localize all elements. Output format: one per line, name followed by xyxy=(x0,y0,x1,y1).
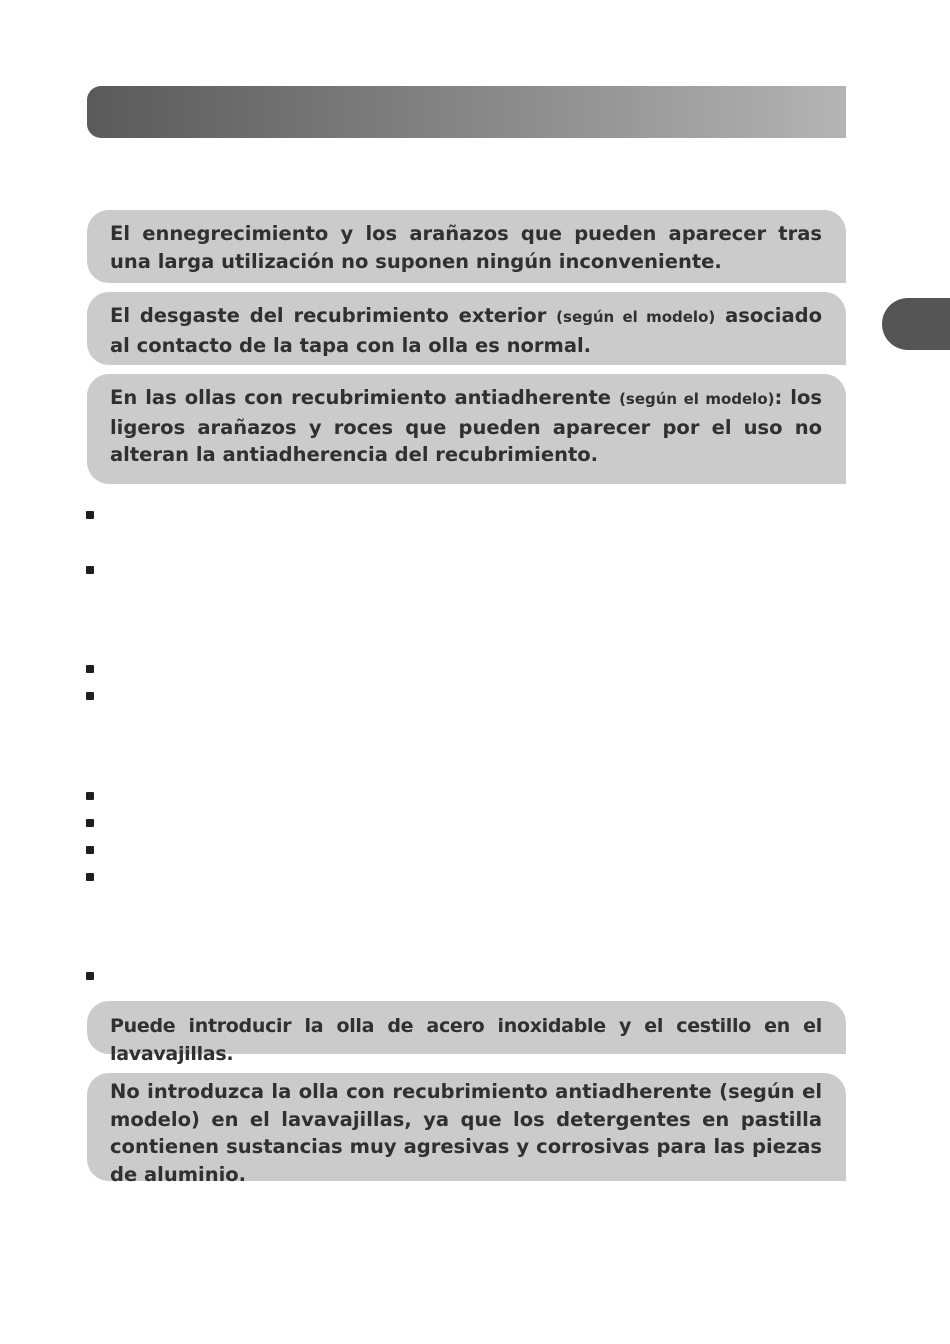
list-bullet xyxy=(86,873,94,881)
note-text: No introduzca la olla con recubrimiento antiadherente (según el modelo) en el lavavajillas, ya que los detergentes en pastilla contienen sustancias muy agresivas y corrosivas para las piezas de aluminio. xyxy=(110,1080,822,1186)
list-bullet xyxy=(86,972,94,980)
note-text-part2: asociado al contacto de la tapa con la olla es normal. xyxy=(110,304,822,357)
section-tab-marker xyxy=(882,298,950,350)
list-bullet xyxy=(86,665,94,673)
note-text: El ennegrecimiento y los arañazos que pueden aparecer tras una larga utilización no suponen ningún inconveniente. xyxy=(110,222,822,273)
note-box-blackening xyxy=(87,210,846,283)
note-box-nonstick-scratches xyxy=(87,374,846,484)
list-bullet xyxy=(86,692,94,700)
note-text-part1: El desgaste del recubrimiento exterior xyxy=(110,304,557,327)
list-bullet xyxy=(86,846,94,854)
note-box-dishwasher-warning xyxy=(87,1073,846,1186)
note-model-qualifier: (según el modelo) xyxy=(556,308,716,326)
note-text-part2: : los ligeros arañazos y roces que pueden aparecer por el uso no alteran la antiadherencia del recubrimiento. xyxy=(110,386,822,466)
note-text: Puede introducir la olla de acero inoxidable y el cestillo en el lavavajillas. xyxy=(110,1015,822,1065)
note-model-qualifier: (según el modelo) xyxy=(619,390,775,408)
note-text-part1: En las ollas con recubrimiento antiadherente xyxy=(110,386,620,409)
note-box-dishwasher-stainless xyxy=(87,1001,846,1065)
list-bullet xyxy=(86,792,94,800)
list-bullet xyxy=(86,566,94,574)
note-box-exterior-wear xyxy=(87,292,846,365)
section-header-bar xyxy=(87,86,846,138)
list-bullet xyxy=(86,819,94,827)
list-bullet xyxy=(86,511,94,519)
